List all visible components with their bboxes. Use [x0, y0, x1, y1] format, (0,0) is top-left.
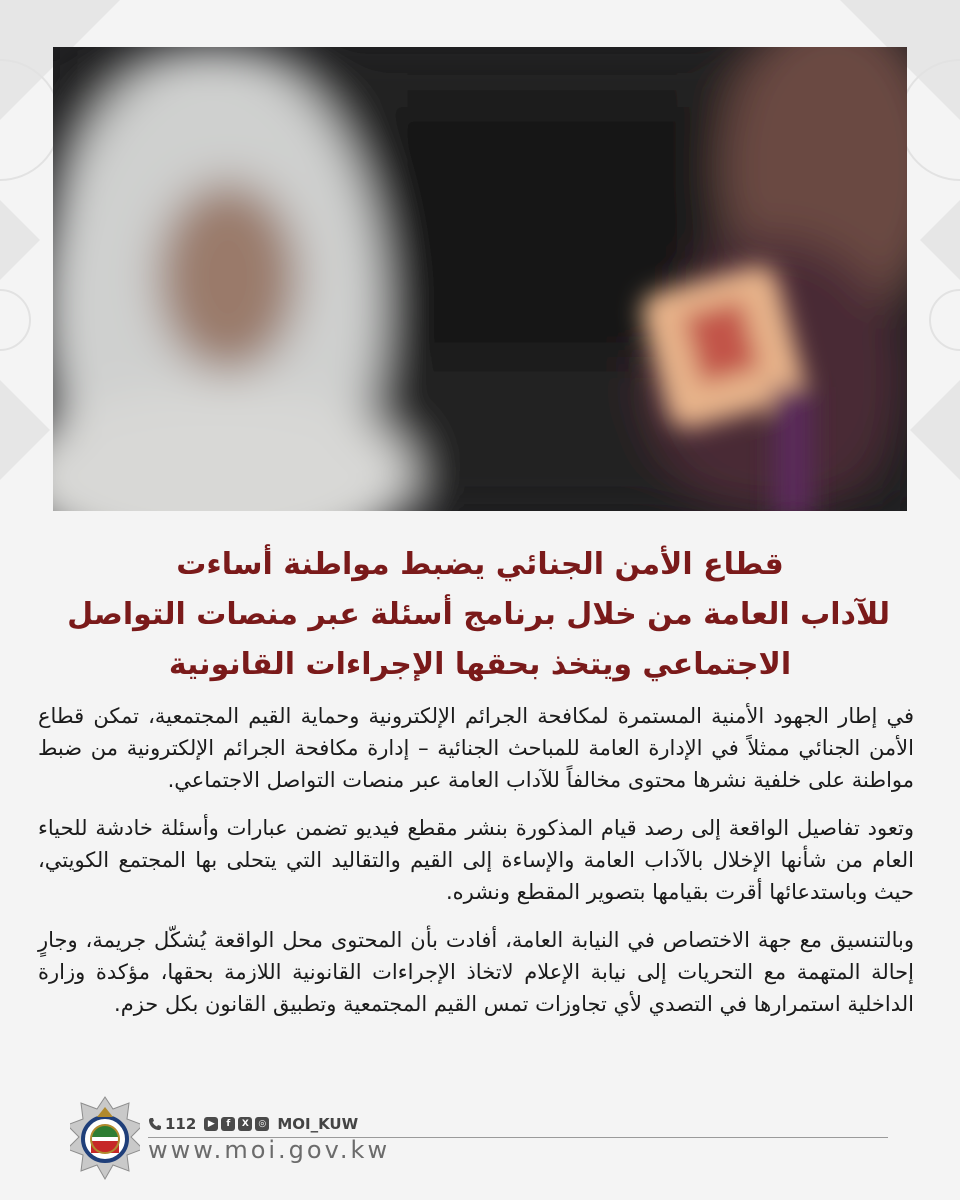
social-links: [204, 1117, 269, 1131]
social-handle[interactable]: MOI_KUW: [277, 1115, 359, 1133]
instagram-icon[interactable]: ◎: [255, 1117, 269, 1131]
headline-line: الاجتماعي ويتخذ بحقها الإجراءات القانونية: [168, 647, 792, 682]
article-paragraph: في إطار الجهود الأمنية المستمرة لمكافحة الجرائم الإلكترونية وحماية القيم المجتمعية، تمكن قطاع الأمن الجنائي ممثلاً في الإدارة العامة للمباحث الجنائية – إدارة مكافحة الجرائم الإلكترونية من ضبط مواطنة على خلفية نشرها محتوى مخالفاً للآداب العامة عبر منصات التواصل الاجتماعي.: [38, 704, 914, 792]
news-photo: [53, 47, 907, 511]
headline: [67, 540, 890, 690]
article-body: [38, 700, 914, 1036]
phone-contact[interactable]: [148, 1115, 196, 1133]
article-paragraph: وتعود تفاصيل الواقعة إلى رصد قيام المذكورة بنشر مقطع فيديو تضمن عبارات وأسئلة خادشة للحياء العام من شأنها الإخلال بالآداب العامة والإساءة إلى القيم والتقاليد التي يتحلى بها المجتمع الكويتي، حيث وباستدعائها أقرت بقيامها بتصوير المقطع ونشره.: [38, 816, 914, 904]
police-emblem-icon: [70, 1094, 140, 1184]
article-paragraph: وبالتنسيق مع جهة الاختصاص في النيابة العامة، أفادت بأن المحتوى محل الواقعة يُشكّل جريمة، وجارٍ إحالة المتهمة مع التحريات إلى نيابة الإعلام لاتخاذ الإجراءات القانونية اللازمة بحقها، مؤكدة وزارة الداخلية استمرارها في التصدي لأي تجاوزات تمس القيم المجتمعية وتطبيق القانون بكل حزم.: [38, 928, 914, 1016]
youtube-icon[interactable]: ▶: [204, 1117, 218, 1131]
headline-line: قطاع الأمن الجنائي يضبط مواطنة أساءت: [176, 547, 784, 582]
contact-bar: [148, 1112, 358, 1136]
website-link[interactable]: www.moi.gov.kw: [148, 1136, 391, 1164]
phone-icon: [148, 1117, 162, 1131]
headline-line: للآداب العامة من خلال برنامج أسئلة عبر منصات التواصل: [67, 597, 890, 632]
facebook-icon[interactable]: f: [221, 1117, 235, 1131]
phone-number: 112: [165, 1115, 197, 1133]
x-icon[interactable]: X: [238, 1117, 252, 1131]
